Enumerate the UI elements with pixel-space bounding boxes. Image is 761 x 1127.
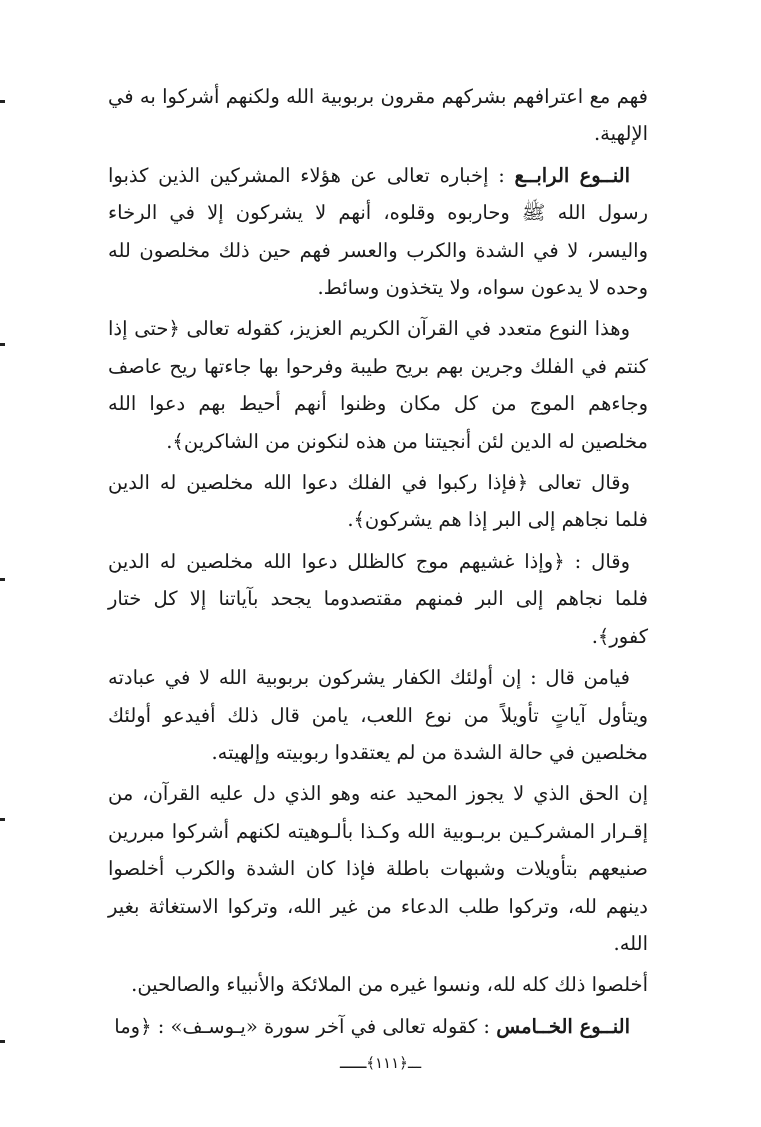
paragraph-7 [108, 775, 648, 962]
paragraph-3-text: وهذا النوع متعدد في القرآن الكريم العزيز، كقوله تعالى ﴿حتى إذا كنتم في الفلك وجرين بهم بريح طيبة وفرحوا بها جاءتها ريح عاصف وجاءهم الموج من كل مكان وظنوا أنهم أحيط بهم دعوا الله مخلصين له الدين لئن أنجيتنا من هذه لنكونن من الشاكرين﴾. [108, 317, 648, 453]
paragraph-2 [108, 157, 648, 307]
paragraph-6-text: فيامن قال : إن أولئك الكفار يشركون بربوبية الله لا في عبادته ويتأول آياتٍ تأويلاً من نوع اللعب، يامن قال ذلك أفيدعو أولئك مخلصين في حالة الشدة من لم يعتقدوا ربوبيته وإلهيته. [108, 666, 648, 764]
paragraph-5 [108, 543, 648, 655]
paragraph-9-text: : كقوله تعالى في آخر سورة «يـوسـف» : ﴿وما [114, 1014, 497, 1038]
page-body [108, 78, 648, 1045]
section-heading-fourth-type: النــوع الرابــع [514, 163, 630, 187]
scan-edge-mark-1 [0, 100, 5, 103]
scan-edge-mark-2 [0, 343, 5, 346]
paragraph-3 [108, 310, 648, 460]
paragraph-2-text: : إخباره تعالى عن هؤلاء المشركين الذين كذبوا رسول الله ﷺ وحاربوه وقلوه، أنهم لا يشركون إلا في الرخاء واليسر، لا في الشدة والكرب والعسر فهم حين ذلك مخلصون لله وحده لا يدعون سواه، ولا يتخذون وسائط. [108, 163, 648, 300]
paragraph-1 [108, 78, 648, 153]
paragraph-6 [108, 659, 648, 771]
paragraph-8 [108, 966, 648, 1003]
paragraph-5-text: وقال : ﴿وإذا غشيهم موج كالظلل دعوا الله مخلصين له الدين فلما نجاهم إلى البر فمنهم مقتصدوما يجحد بآياتنا إلا كل ختار كفور﴾. [108, 549, 648, 648]
paragraph-8-text: أخلصوا ذلك كله لله، ونسوا غيره من الملائكة والأنبياء والصالحين. [131, 973, 648, 997]
section-heading-fifth-type: النــوع الخــامس [496, 1014, 630, 1038]
scan-edge-mark-4 [0, 818, 5, 821]
paragraph-7-text: إن الحق الذي لا يجوز المحيد عنه وهو الذي دل عليه القرآن، من إقـرار المشركـين بربـوبية الله وكـذا بألـوهيته لكنهم أشركوا مبررين صنيعهم بتأويلات وشبهات باطلة فإذا كان الشدة والكرب أخلصوا دينهم لله، وتركوا طلب الدعاء من غير الله، وتركوا الاستغاثة بغير الله. [108, 782, 648, 955]
paragraph-4-text: وقال تعالى ﴿فإذا ركبوا في الفلك دعوا الله مخلصين له الدين فلما نجاهم إلى البر إذا هم يشركون﴾. [108, 471, 648, 532]
scan-edge-mark-3 [0, 578, 5, 581]
paragraph-1-text: فهم مع اعترافهم بشركهم مقرون بربوبية الله ولكنهم أشركوا به في الإلهية. [108, 85, 648, 146]
page-number: ـــ﴿١١١﴾ـــ [339, 1054, 422, 1072]
scan-edge-mark-5 [0, 1040, 5, 1043]
paragraph-9 [108, 1008, 648, 1045]
paragraph-4 [108, 464, 648, 539]
